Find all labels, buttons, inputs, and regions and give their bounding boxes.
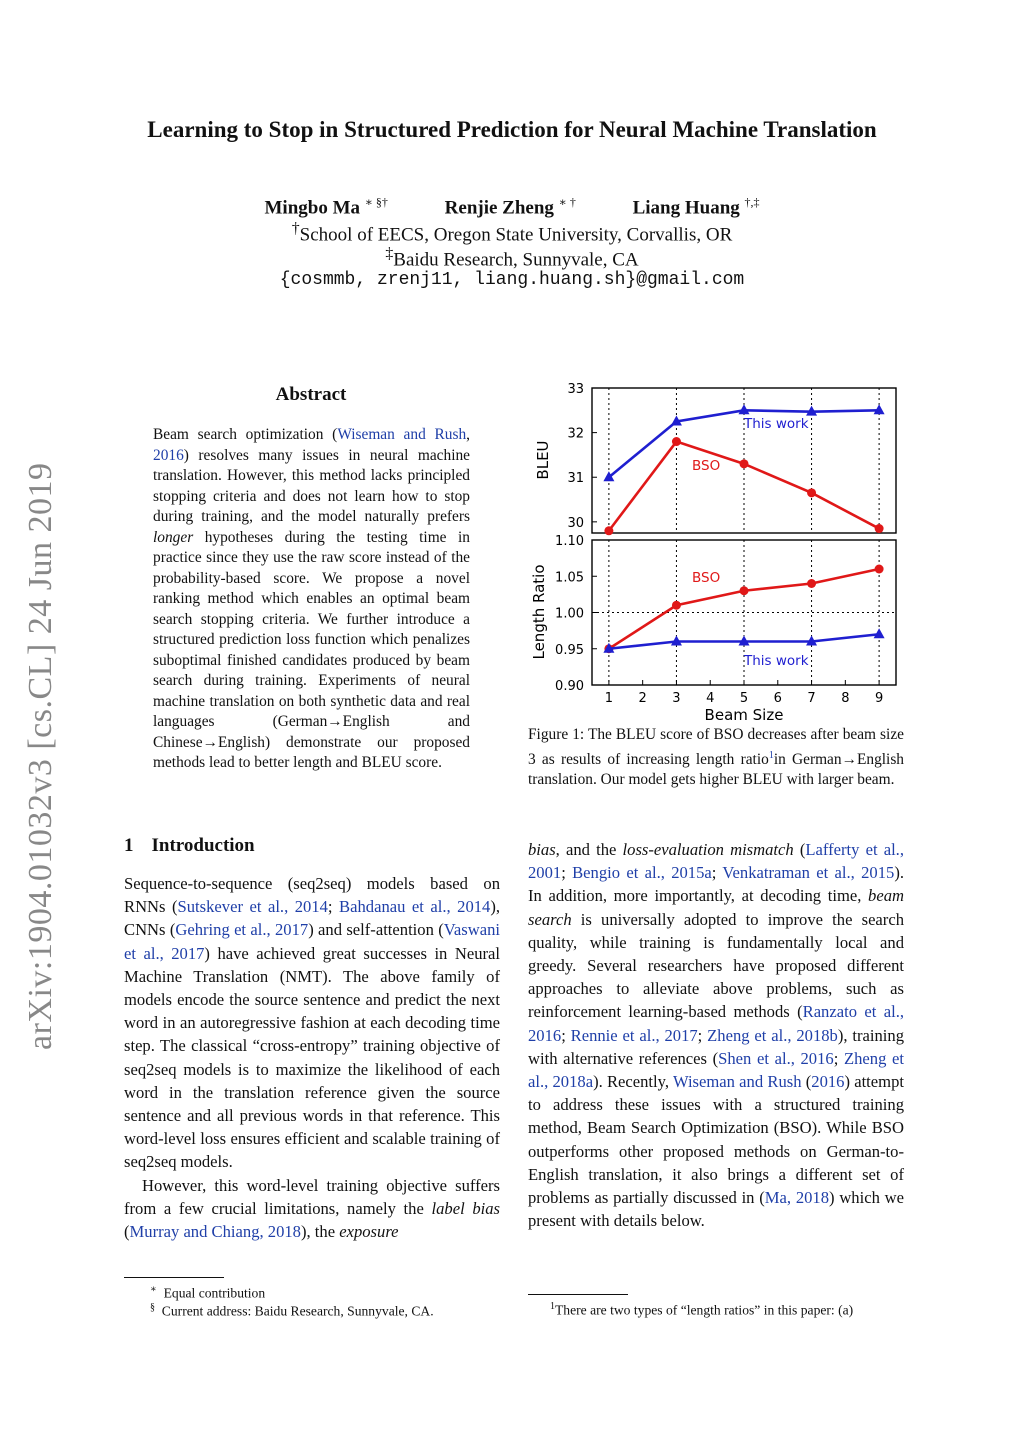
citation-link[interactable]: Bahdanau et al., 2014 xyxy=(339,897,491,917)
data-point xyxy=(740,586,749,595)
affiliation-line: †School of EECS, Oregon State University, Corvallis, OR xyxy=(291,220,733,246)
abstract-text: Beam search optimization (Wiseman and Rush, 2016) resolves many issues in neural machine translation. However, this method lacks principled stopping criteria and does not learn how to stop during training, and the model naturally prefers longer hypotheses during the testing time in practice since they use the raw score instead of the probability-based score. We propose a novel ranking method which enables an optimal beam search stopping criteria. We further introduce a structured prediction loss function which penalizes suboptimal finished candidates produced by beam search during training. Experiments of neural machine translation on both synthetic data and real languages (German→English and Chinese→English) demonstrate our proposed methods lead to better length and BLEU score. xyxy=(153,426,470,771)
y-axis-label: Length Ratio xyxy=(530,564,548,660)
citation-link[interactable]: Shen et al., 2016 xyxy=(718,1048,834,1068)
x-tick-label: 5 xyxy=(739,691,749,706)
y-tick-label: 1.05 xyxy=(555,570,584,586)
series-label: This work xyxy=(744,416,809,432)
citation-link[interactable]: 2016 xyxy=(811,1072,845,1092)
data-point xyxy=(672,437,681,446)
footnote-rule xyxy=(124,1277,224,1278)
body-column-right: bias, and the loss-evaluation mismatch (Lafferty et al., 2001; Bengio et al., 2015a; Venkatraman et al., 2015). In addition, more importantly, at decoding time, beam search is universally adopted to improve the search quality, while training is fundamentally local and greedy. Several researchers have proposed different approaches to alleviate above problems, such as reinforcement learning-based methods (Ranzato et al., 2016; Rennie et al., 2017; Zheng et al., 2018b), training with alternative references (Shen et al., 2016; Zheng et al., 2018a). Recently, Wiseman and Rush (2016) attempt to address these issues with a structured training method, Beam Search Optimization (BSO). While BSO outperforms other proposed methods on German-to-English translation, it also brings a different set of problems as partially discussed in (Ma, 2018) which we present with details below. xyxy=(528,840,904,1231)
citation-link[interactable]: Wiseman and Rush xyxy=(337,426,467,443)
data-point xyxy=(740,459,749,468)
y-tick-label: 1.10 xyxy=(555,534,584,549)
author: Renjie Zheng ∗ † xyxy=(444,195,576,219)
citation-link[interactable]: Rennie et al., 2017 xyxy=(570,1025,698,1045)
author: Mingbo Ma ∗ §† xyxy=(264,195,388,219)
section-heading: 1 Introduction xyxy=(124,835,255,856)
x-tick-label: 9 xyxy=(874,691,884,706)
citation-link[interactable]: Wiseman and Rush xyxy=(672,1072,802,1092)
data-point xyxy=(875,524,884,533)
abstract-heading: Abstract xyxy=(275,384,347,405)
series-label: BSO xyxy=(692,458,721,474)
author-list xyxy=(0,195,1024,219)
x-tick-label: 8 xyxy=(841,691,850,706)
series-label: BSO xyxy=(692,570,721,586)
citation-link[interactable]: Venkatraman et al., 2015 xyxy=(722,863,895,883)
citation-link[interactable]: Bengio et al., 2015a xyxy=(572,863,712,883)
figure-1-chart xyxy=(524,380,924,725)
y-tick-label: 30 xyxy=(567,515,584,531)
y-tick-label: 1.00 xyxy=(555,606,584,622)
citation-link[interactable]: Ranzato et al., 2016 xyxy=(528,1002,904,1045)
citation-link[interactable]: Zheng et al., 2018a xyxy=(528,1048,904,1092)
author-emails: {cosmmb, zrenj11, liang.huang.sh}@gmail.com xyxy=(279,270,745,290)
affiliation-line: ‡Baidu Research, Sunnyvale, CA xyxy=(385,245,639,271)
body-column-left: Sequence-to-sequence (seq2seq) models based on RNNs (Sutskever et al., 2014; Bahdanau et al., 2014), CNNs (Gehring et al., 2017) and self-attention (Vaswani et al., 2017) have achieved great successes in Neural Machine Translation (NMT). The above family of models encode the source sentence and predict the next word in an autoregressive fashion at each decoding time step. The classical “cross-entropy” training objective of seq2seq models is to maximize the likelihood of each word in the translation reference given the source sentence and all previous words in that reference. This word-level loss ensures efficient and scalable training of seq2seq models. However, this word-level training objective suffers from a few crucial limitations, namely the label bias (Murray and Chiang, 2018), the exposure xyxy=(124,874,501,1242)
author: Liang Huang †,‡ xyxy=(632,195,760,219)
y-tick-label: 31 xyxy=(567,471,584,487)
citation-link[interactable]: Ma, 2018 xyxy=(764,1188,830,1208)
citation-link[interactable]: Gehring et al., 2017 xyxy=(175,920,309,940)
x-tick-label: 6 xyxy=(773,691,782,706)
y-tick-label: 33 xyxy=(567,382,584,397)
footnote: § Current address: Baidu Research, Sunnyvale, CA. xyxy=(150,1302,434,1319)
figure-caption: Figure 1: The BLEU score of BSO decreases after beam size 3 as results of increasing length ratio$^1$in German→English translation. Our model gets higher BLEU with larger beam. xyxy=(528,726,904,789)
data-point xyxy=(604,526,613,535)
footnote: ∗ Equal contribution xyxy=(150,1284,266,1301)
arxiv-identifier: arXiv:1904.01032v3 [cs.CL] 24 Jun 2019 xyxy=(22,462,59,1050)
citation-link[interactable]: 2016 xyxy=(153,446,184,464)
x-tick-label: 7 xyxy=(807,691,816,706)
citation-link[interactable]: Zheng et al., 2018b xyxy=(707,1025,838,1045)
paper-title: Learning to Stop in Structured Prediction for Neural Machine Translation xyxy=(147,117,877,142)
y-tick-label: 0.90 xyxy=(555,679,584,694)
footnote-rule xyxy=(528,1294,628,1295)
data-point xyxy=(874,628,885,638)
data-point xyxy=(807,579,816,588)
citation-link[interactable]: Vaswani et al., 2017 xyxy=(124,920,500,963)
citation-link[interactable]: Sutskever et al., 2014 xyxy=(177,897,328,917)
x-tick-label: 1 xyxy=(604,691,614,706)
data-point xyxy=(672,601,681,610)
y-axis-label: BLEU xyxy=(534,440,552,480)
data-point xyxy=(875,565,884,574)
series-label: This work xyxy=(744,653,809,669)
footnote: $^1$There are two types of “length ratios” in this paper: (a) xyxy=(550,1301,854,1318)
x-tick-label: 2 xyxy=(638,691,647,706)
x-tick-label: 3 xyxy=(672,691,681,706)
citation-link[interactable]: Murray and Chiang, 2018 xyxy=(129,1222,301,1242)
x-tick-label: 4 xyxy=(706,691,715,706)
data-point xyxy=(807,488,816,497)
y-tick-label: 32 xyxy=(567,426,584,442)
x-axis-label: Beam Size xyxy=(704,706,784,724)
citation-link[interactable]: Lafferty et al., 2001 xyxy=(528,840,904,883)
y-tick-label: 0.95 xyxy=(555,642,584,658)
